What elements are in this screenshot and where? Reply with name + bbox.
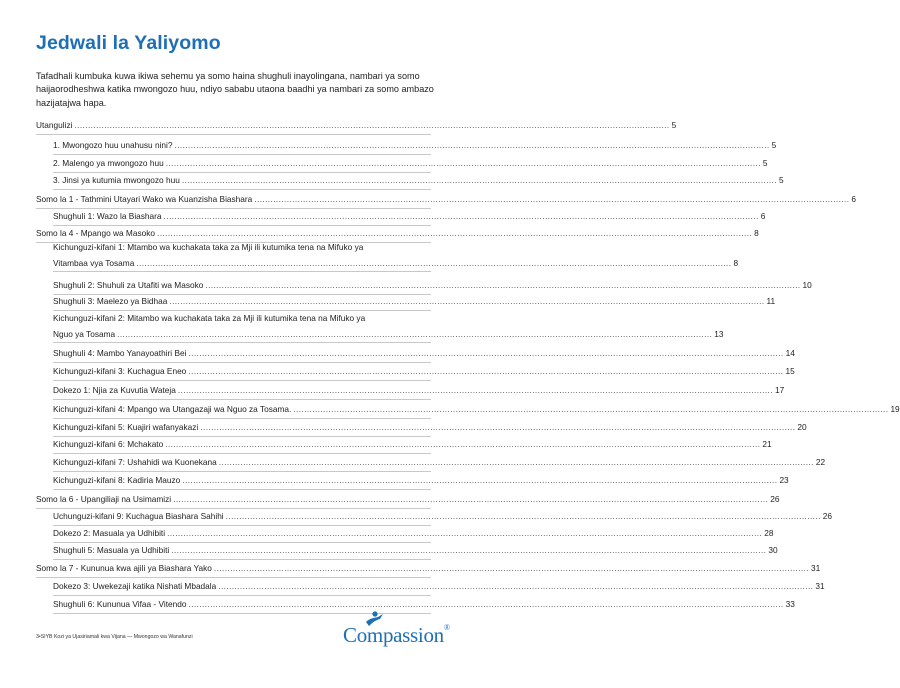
- toc-entry-label: Shughuli 1: Wazo la Biashara: [53, 211, 162, 221]
- toc-divider: [53, 489, 431, 490]
- toc-divider: [53, 525, 431, 526]
- toc-entry[interactable]: [53, 599, 795, 610]
- toc-entry[interactable]: [53, 511, 833, 522]
- toc-divider: [53, 362, 431, 363]
- toc-divider: [53, 271, 431, 272]
- toc-entry[interactable]: [53, 158, 768, 169]
- toc-divider: [53, 294, 431, 295]
- toc-entry[interactable]: [53, 348, 795, 359]
- toc-divider: [53, 225, 431, 226]
- toc-entry-label: Somo la 6 - Upangiliaji na Usimamizi: [36, 494, 172, 504]
- toc-entry[interactable]: [53, 175, 784, 186]
- toc-entry[interactable]: [53, 140, 777, 151]
- toc-page-number: 15: [785, 366, 795, 376]
- toc-entry-label: Shughuli 2: Shuhuli za Utafiti wa Masoko: [53, 280, 204, 290]
- toc-entry-label: Kichunguzi-kifani 8: Kadiria Mauzo: [53, 475, 181, 485]
- toc-entry-label: Nguo ya Tosama: [53, 329, 116, 340]
- toc-entry-label: Kichunguzi-kifani 7: Ushahidi wa Kuonekana: [53, 457, 217, 467]
- toc-entry[interactable]: [36, 494, 780, 505]
- intro-paragraph: Tafadhali kumbuka kuwa ikiwa sehemu ya somo haina shughuli inayolingana, nambari ya somo haijaorodheshwa katika mwongozo huu, ndiyo sababu utaona baadhi ya nambari za somo ambazo hazijatajwa hapa.: [36, 71, 434, 108]
- dot-leader: ............................................................................................................................................................................................................................: [136, 258, 732, 269]
- toc-page-number: 26: [822, 511, 833, 521]
- toc-page-number: 28: [764, 528, 774, 538]
- toc-page-number: 10: [802, 280, 812, 290]
- dot-leader: ............................................................................................................................................................................................................................: [205, 280, 801, 290]
- toc-entry-label: Kichunguzi-kifani 6: Mchakato: [53, 439, 164, 449]
- toc-divider: [36, 508, 431, 509]
- toc-entry[interactable]: [53, 581, 825, 592]
- toc-entry[interactable]: [53, 457, 826, 468]
- toc-entry[interactable]: [53, 475, 789, 486]
- dot-leader: ............................................................................................................................................................................................................................: [188, 599, 784, 609]
- dot-leader: ............................................................................................................................................................................................................................: [156, 228, 753, 238]
- toc-entry-label: Utangulizi: [36, 120, 73, 130]
- dot-leader: ............................................................................................................................................................................................................................: [169, 296, 765, 306]
- toc-entry[interactable]: [53, 366, 795, 377]
- toc-entry[interactable]: [53, 439, 772, 450]
- toc-page-number: 22: [815, 457, 826, 467]
- toc-entry-label: Kichunguzi-kifani 4: Mpango wa Utangazaji wa Nguo za Tosama.: [53, 404, 292, 414]
- toc-page-number: 23: [779, 475, 789, 485]
- toc-page-number: 26: [770, 494, 780, 504]
- dot-leader: ............................................................................................................................................................................................................................: [293, 404, 889, 414]
- dot-leader: ............................................................................................................................................................................................................................: [225, 511, 821, 521]
- toc-page-number: 19: [890, 404, 900, 414]
- dot-leader: ............................................................................................................................................................................................................................: [182, 475, 778, 485]
- toc-page-number: 31: [815, 581, 825, 591]
- toc-divider: [53, 399, 431, 400]
- toc-divider: [53, 471, 431, 472]
- toc-divider: [53, 380, 431, 381]
- dot-leader: ............................................................................................................................................................................................................................: [117, 329, 713, 340]
- toc-page-number: 5: [778, 175, 784, 185]
- toc-entry-label-line1: Kichunguzi-kifani 2: Mitambo wa kuchakata taka za Mji ili kutumika tena na Mifuko ya: [53, 313, 366, 323]
- toc-divider: [53, 559, 431, 560]
- toc-divider: [53, 418, 431, 419]
- toc-entry[interactable]: [53, 422, 807, 433]
- toc-entry[interactable]: [53, 296, 776, 307]
- toc-page-number: 31: [811, 563, 821, 573]
- toc-entry-label: Kichunguzi-kifani 5: Kuajiri wafanyakazi: [53, 422, 199, 432]
- dot-leader: ............................................................................................................................................................................................................................: [74, 120, 670, 130]
- toc-page-number: 5: [762, 158, 768, 168]
- toc-page-number: 5: [671, 120, 677, 130]
- toc-entry-label-line1: Kichunguzi-kifani 1: Mtambo wa kuchakata taka za Mji ili kutumika tena na Mifuko ya: [53, 242, 364, 252]
- toc-entry[interactable]: [36, 120, 677, 131]
- toc-page-number: 11: [766, 296, 776, 306]
- toc-entry-label: Uchunguzi-kifani 9: Kuchagua Biashara Sahihi: [53, 511, 224, 521]
- toc-entry-label: Shughuli 5: Masuala ya Udhibiti: [53, 545, 170, 555]
- toc-entry[interactable]: [53, 242, 739, 270]
- toc-page-number: 5: [771, 140, 777, 150]
- toc-page-number: 30: [768, 545, 778, 555]
- toc-page-number: 33: [785, 599, 795, 609]
- toc-divider: [53, 310, 431, 311]
- toc-entry[interactable]: [36, 228, 759, 239]
- toc-entry-label: Somo la 7 - Kununua kwa ajili ya Biashara Yako: [36, 563, 212, 573]
- toc-entry-label: Somo la 1 - Tathmini Utayari Wako wa Kuanzisha Biashara: [36, 194, 253, 204]
- toc-divider: [36, 577, 431, 578]
- dot-leader: ............................................................................................................................................................................................................................: [163, 211, 759, 221]
- dot-leader: ............................................................................................................................................................................................................................: [254, 194, 850, 204]
- running-figure-icon: [363, 610, 385, 630]
- dot-leader: ............................................................................................................................................................................................................................: [218, 457, 814, 467]
- toc-divider: [36, 134, 431, 135]
- dot-leader: ............................................................................................................................................................................................................................: [174, 140, 770, 150]
- dot-leader: ............................................................................................................................................................................................................................: [218, 581, 814, 591]
- toc-entry-label: 1. Mwongozo huu unahusu nini?: [53, 140, 173, 150]
- dot-leader: ............................................................................................................................................................................................................................: [171, 545, 767, 555]
- dot-leader: ............................................................................................................................................................................................................................: [167, 528, 763, 538]
- toc-divider: [53, 595, 431, 596]
- toc-page-number: 21: [762, 439, 772, 449]
- page-title: Jedwali la Yaliyomo: [36, 32, 221, 54]
- toc-entry-label: Shughuli 3: Maelezo ya Bidhaa: [53, 296, 168, 306]
- toc-entry-label: 3. Jinsi ya kutumia mwongozo huu: [53, 175, 180, 185]
- toc-entry-label: Dokezo 3: Uwekezaji katika Nishati Mbadala: [53, 581, 217, 591]
- toc-entry[interactable]: [53, 280, 812, 291]
- dot-leader: ............................................................................................................................................................................................................................: [173, 494, 769, 504]
- dot-leader: ............................................................................................................................................................................................................................: [188, 348, 784, 358]
- toc-entry[interactable]: [53, 404, 900, 415]
- toc-entry[interactable]: [53, 313, 724, 341]
- toc-entry-label: Vitambaa vya Tosama: [53, 258, 135, 269]
- toc-page-number: 6: [851, 194, 857, 204]
- toc-divider: [53, 453, 431, 454]
- toc-page-number: 13: [714, 329, 724, 340]
- toc-entry-label: Shughuli 6: Kununua Vifaa - Vitendo: [53, 599, 187, 609]
- toc-entry[interactable]: [36, 194, 857, 205]
- toc-entry[interactable]: [53, 545, 778, 556]
- toc-entry-label: Somo la 4 - Mpango wa Masoko: [36, 228, 155, 238]
- toc-entry-label: 2. Malengo ya mwongozo huu: [53, 158, 164, 168]
- toc-page-number: 6: [760, 211, 766, 221]
- toc-entry[interactable]: [36, 563, 821, 574]
- dot-leader: ............................................................................................................................................................................................................................: [165, 158, 761, 168]
- dot-leader: ............................................................................................................................................................................................................................: [181, 175, 777, 185]
- toc-entry[interactable]: [53, 528, 774, 539]
- toc-entry-label: Shughuli 4: Mambo Yanayoathiri Bei: [53, 348, 187, 358]
- toc-divider: [53, 342, 431, 343]
- dot-leader: ............................................................................................................................................................................................................................: [213, 563, 810, 573]
- toc-divider: [53, 542, 431, 543]
- toc-page-number: 20: [797, 422, 807, 432]
- toc-divider: [36, 208, 431, 209]
- dot-leader: ............................................................................................................................................................................................................................: [200, 422, 796, 432]
- logo-wordmark: Compassion®: [343, 623, 450, 647]
- dot-leader: ............................................................................................................................................................................................................................: [177, 385, 773, 395]
- toc-divider: [53, 154, 431, 155]
- toc-divider: [53, 436, 431, 437]
- toc-page-number: 8: [733, 258, 739, 269]
- toc-entry[interactable]: [53, 385, 785, 396]
- toc-divider: [53, 172, 431, 173]
- footer-text: 3•SIYB Kozi ya Ujasiriamali kwa Vijana — Mwongozo wa Wanafunzi: [36, 634, 193, 640]
- toc-entry-label: Dokezo 2: Masuala ya Udhibiti: [53, 528, 166, 538]
- toc-entry-label: Dokezo 1: Njia za Kuvutia Wateja: [53, 385, 176, 395]
- toc-page-number: 14: [785, 348, 795, 358]
- toc-entry[interactable]: [53, 211, 766, 222]
- toc-page-number: 8: [754, 228, 759, 238]
- compassion-logo: [343, 614, 463, 648]
- toc-entry-label: Kichunguzi-kifani 3: Kuchagua Eneo: [53, 366, 187, 376]
- toc-divider: [53, 189, 431, 190]
- dot-leader: ............................................................................................................................................................................................................................: [188, 366, 784, 376]
- toc-page-number: 17: [774, 385, 785, 395]
- dot-leader: ............................................................................................................................................................................................................................: [165, 439, 761, 449]
